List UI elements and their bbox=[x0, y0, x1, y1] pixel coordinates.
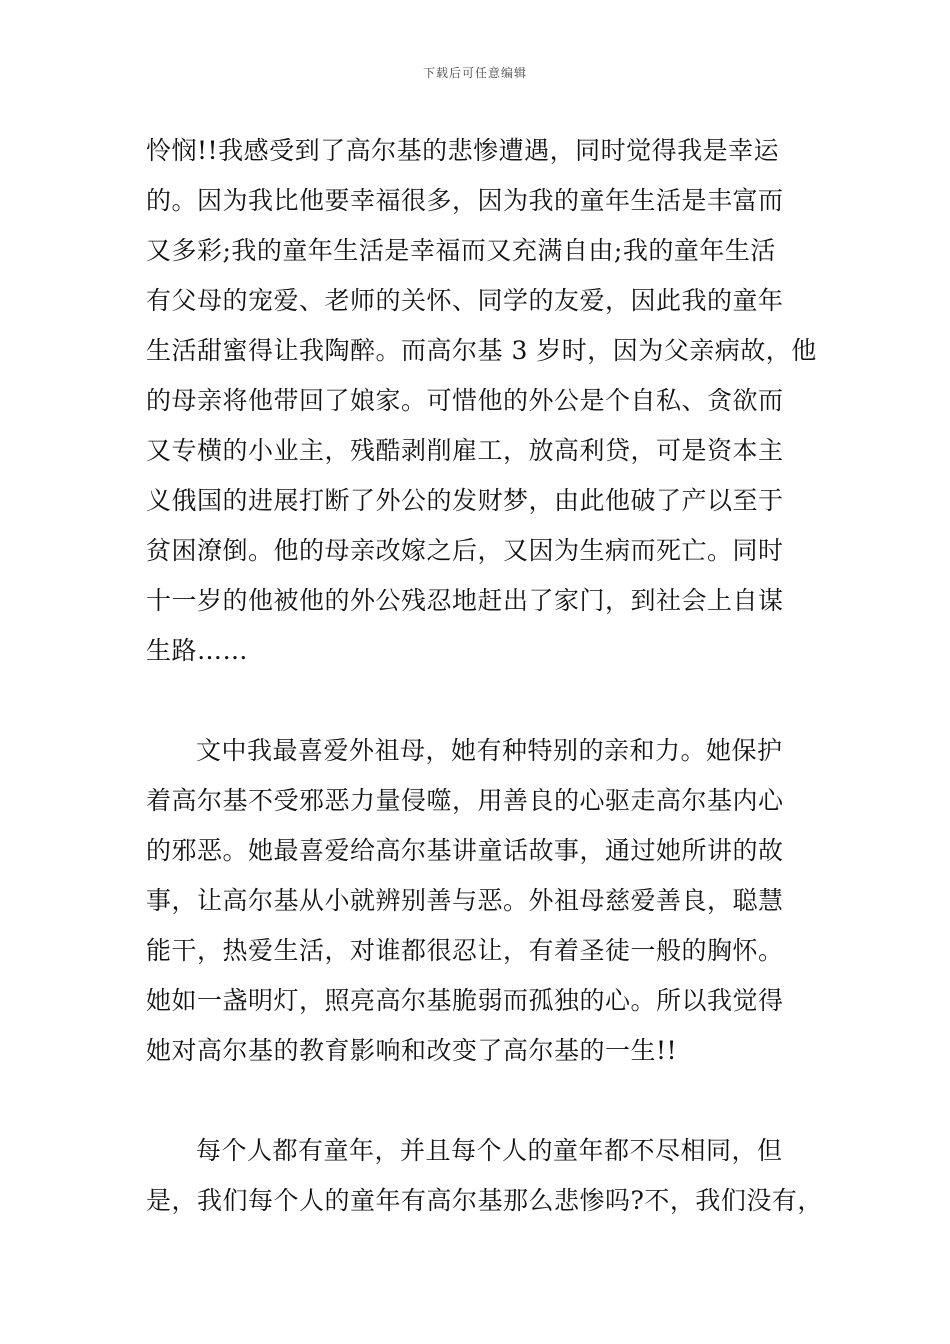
paragraph-spacer bbox=[146, 676, 810, 726]
text-line: 的邪恶。她最喜爱给高尔基讲童话故事，通过她所讲的故 bbox=[146, 836, 784, 865]
text-line: 文中我最喜爱外祖母，她有种特别的亲和力。她保护 bbox=[196, 736, 783, 765]
text-line: 又专横的小业主，残酷剥削雇工，放高利贷，可是资本主 bbox=[146, 436, 784, 465]
text-line: 的母亲将他带回了娘家。可惜他的外公是个自私、贪欲而 bbox=[146, 386, 784, 415]
text-line: 的。因为我比他要幸福很多，因为我的童年生活是丰富而 bbox=[146, 186, 784, 215]
text-line: 是，我们每个人的童年有高尔基那么悲惨吗?不，我们没有， bbox=[146, 1186, 823, 1215]
text-line: 生路…… bbox=[146, 636, 249, 665]
paragraph-3 bbox=[146, 1126, 823, 1226]
paragraph-2 bbox=[146, 726, 810, 1076]
text-line: 贫困潦倒。他的母亲改嫁之后，又因为生病而死亡。同时 bbox=[146, 536, 784, 565]
text-line: 她对高尔基的教育影响和改变了高尔基的一生!! bbox=[146, 1036, 678, 1065]
text-line: 十一岁的他被他的外公残忍地赶出了家门，到社会上自谋 bbox=[146, 586, 784, 615]
text-line: 着高尔基不受邪恶力量侵噬，用善良的心驱走高尔基内心 bbox=[146, 786, 784, 815]
text-line: 有父母的宠爱、老师的关怀、同学的友爱，因此我的童年 bbox=[146, 286, 784, 315]
paragraph-1 bbox=[146, 126, 817, 676]
text-line: 每个人都有童年，并且每个人的童年都不尽相同，但 bbox=[196, 1136, 783, 1165]
document-body bbox=[146, 126, 823, 1226]
text-line: 又多彩;我的童年生活是幸福而又充满自由;我的童年生活 bbox=[146, 236, 776, 265]
text-line: 事，让高尔基从小就辨别善与恶。外祖母慈爱善良，聪慧 bbox=[146, 886, 784, 915]
paragraph-spacer bbox=[146, 1076, 810, 1126]
text-line: 生活甜蜜得让我陶醉。而高尔基 3 岁时，因为父亲病故，他 bbox=[146, 336, 817, 365]
text-line: 她如一盏明灯，照亮高尔基脆弱而孤独的心。所以我觉得 bbox=[146, 986, 784, 1015]
text-line: 义俄国的进展打断了外公的发财梦，由此他破了产以至于 bbox=[146, 486, 784, 515]
text-line: 能干，热爱生活，对谁都很忍让，有着圣徒一般的胸怀。 bbox=[146, 936, 784, 965]
text-line: 怜悯!!我感受到了高尔基的悲惨遭遇，同时觉得我是幸运 bbox=[146, 136, 780, 165]
page-header: 下载后可任意编辑 bbox=[422, 66, 527, 80]
